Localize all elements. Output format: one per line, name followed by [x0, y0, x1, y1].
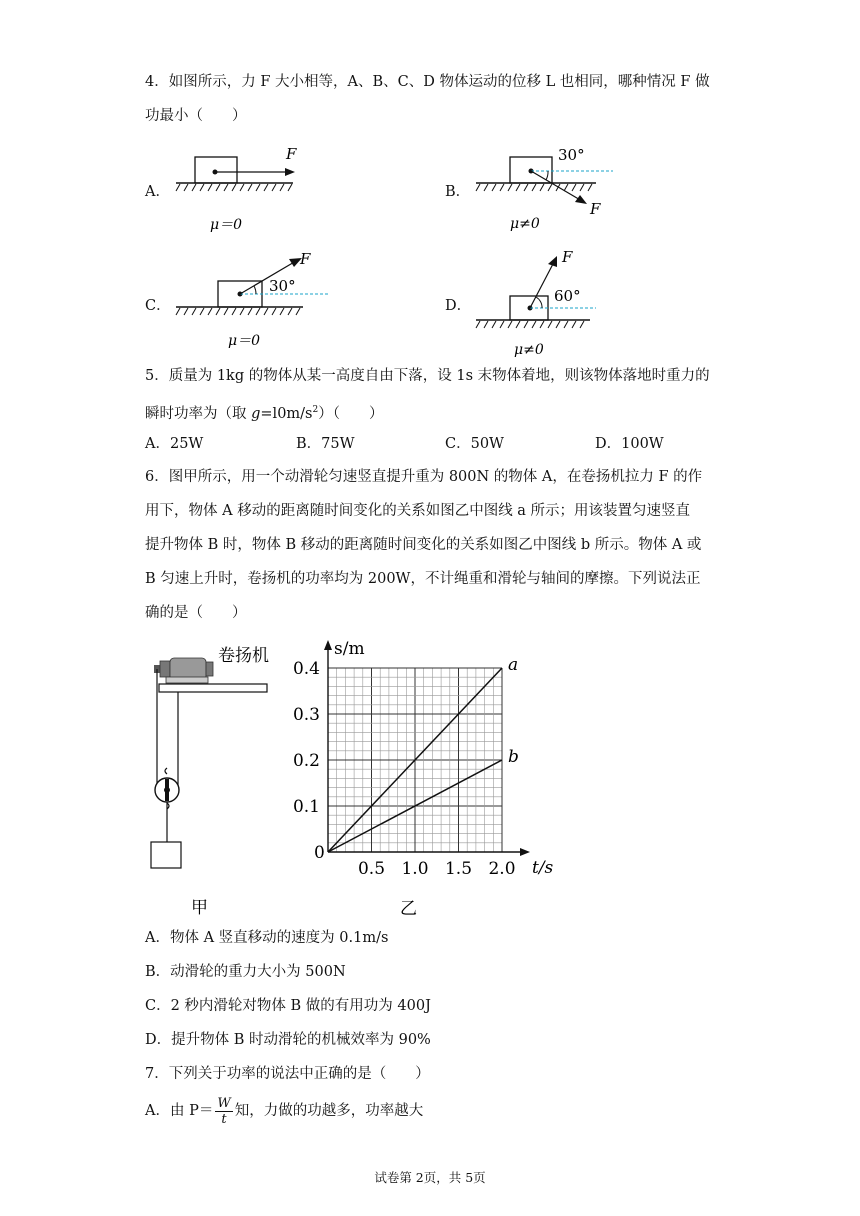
x-axis-label: t/s: [532, 858, 554, 878]
q4-diagram-a: [168, 145, 308, 235]
y-tick-label: 0.4: [292, 659, 320, 679]
q5-line1: 5．质量为 1kg 的物体从某一高度自由下落，设 1s 末物体着地，则该物体落地时重力的: [145, 368, 710, 384]
q5-line2-c: ）（ ）: [318, 405, 384, 422]
q4-option-c-label: C．: [145, 298, 171, 314]
q4-line2: 功最小（ ）: [145, 108, 247, 124]
q4-d-mu-label: μ≠0: [514, 342, 544, 358]
x-axis-arrow: [520, 848, 530, 856]
q4-c-force-label: F: [300, 250, 311, 268]
page-footer: 试卷第 2页，共 5页: [374, 1170, 486, 1185]
q4-diagram-c: [168, 248, 338, 348]
q6-line1: 6．图甲所示，用一个动滑轮匀速竖直提升重为 800N 的物体 A，在卷扬机拉力 F 的作: [145, 469, 703, 485]
x-tick-label: 0.5: [357, 859, 386, 879]
q5-line2-a: 瞬时功率为（取: [145, 405, 252, 422]
q7-option-a-prefix: A．由 P＝: [145, 1103, 214, 1119]
q5-option-b: B．75W: [296, 436, 355, 452]
origin-label: 0: [314, 843, 325, 863]
q4-a-mu-label: μ＝0: [210, 217, 243, 233]
q5-line2-sup: 2: [312, 405, 319, 415]
y-axis-arrow: [324, 640, 332, 650]
q6-option-d: D．提升物体 B 时动滑轮的机械效率为 90%: [145, 1032, 431, 1048]
q6-line4: B 匀速上升时，卷扬机的功率均为 200W，不计绳重和滑轮与轴间的摩擦。下列说法正: [145, 571, 701, 587]
y-tick-label: 0.3: [292, 705, 320, 725]
q6-option-c: C．2 秒内滑轮对物体 B 做的有用功为 400J: [145, 998, 431, 1014]
figure-yi-label: 乙: [400, 899, 417, 919]
q4-c-angle-label: 30°: [269, 277, 296, 295]
q5-line2-b: =l0m/s: [260, 405, 313, 422]
x-tick-label: 1.0: [401, 859, 429, 879]
q4-diagram-d: [468, 246, 628, 358]
y-tick-label: 0.2: [292, 751, 320, 771]
fraction-numerator: W: [217, 1095, 231, 1111]
q4-b-force-label: F: [590, 200, 601, 218]
q6-line5: 确的是（ ）: [145, 605, 247, 621]
q5-option-d: D．100W: [595, 436, 664, 452]
q6-figure-jia: [140, 635, 280, 920]
q7-line1: 7．下列关于功率的说法中正确的是（ ）: [145, 1066, 430, 1082]
q4-diagram-b: [468, 140, 638, 235]
q4-option-d-label: D．: [445, 298, 472, 314]
q4-option-a-label: A．: [145, 184, 170, 200]
x-tick-label: 1.5: [444, 859, 473, 879]
q5-option-a: A．25W: [145, 436, 204, 452]
q5-line2: [145, 400, 383, 424]
q6-option-a: A．物体 A 竖直移动的速度为 0.1m/s: [145, 930, 389, 946]
y-tick-label: 0.1: [292, 797, 320, 817]
q7-option-a-suffix: 知，力做的功越多，功率越大: [234, 1103, 424, 1119]
series-label-a: a: [508, 655, 519, 675]
winch-label: 卷扬机: [218, 646, 269, 666]
q4-c-mu-label: μ＝0: [228, 333, 261, 348]
y-axis-label: s/m: [334, 639, 365, 659]
q4-d-angle-label: 60°: [554, 287, 581, 305]
q6-line3: 提升物体 B 时，物体 B 移动的距离随时间变化的关系如图乙中图线 b 所示。物体 A 或: [145, 537, 702, 553]
q6-option-b: B．动滑轮的重力大小为 500N: [145, 964, 346, 980]
q4-b-mu-label: μ≠0: [510, 216, 540, 232]
q7-option-a: [145, 1094, 423, 1128]
q5-option-c: C．50W: [445, 436, 504, 452]
x-tick-label: 2.0: [488, 859, 516, 879]
q7-power-fraction: [215, 1096, 232, 1127]
figure-jia-label: 甲: [191, 898, 208, 918]
q4-a-force-label: F: [286, 145, 297, 163]
q4-line1: 4．如图所示，力 F 大小相等，A、B、C、D 物体运动的位移 L 也相同，哪种情况 F 做: [145, 74, 710, 90]
fraction-denominator: t: [221, 1111, 227, 1127]
series-label-b: b: [508, 747, 519, 767]
q4-option-b-label: B．: [445, 184, 471, 200]
q6-figure-yi-chart: [290, 625, 570, 925]
q6-line2: 用下，物体 A 移动的距离随时间变化的关系如图乙中图线 a 所示；用该装置匀速竖直: [145, 503, 691, 519]
q5-g-symbol: g: [251, 405, 261, 422]
q4-b-angle-label: 30°: [558, 146, 585, 164]
q4-d-force-label: F: [562, 248, 573, 266]
